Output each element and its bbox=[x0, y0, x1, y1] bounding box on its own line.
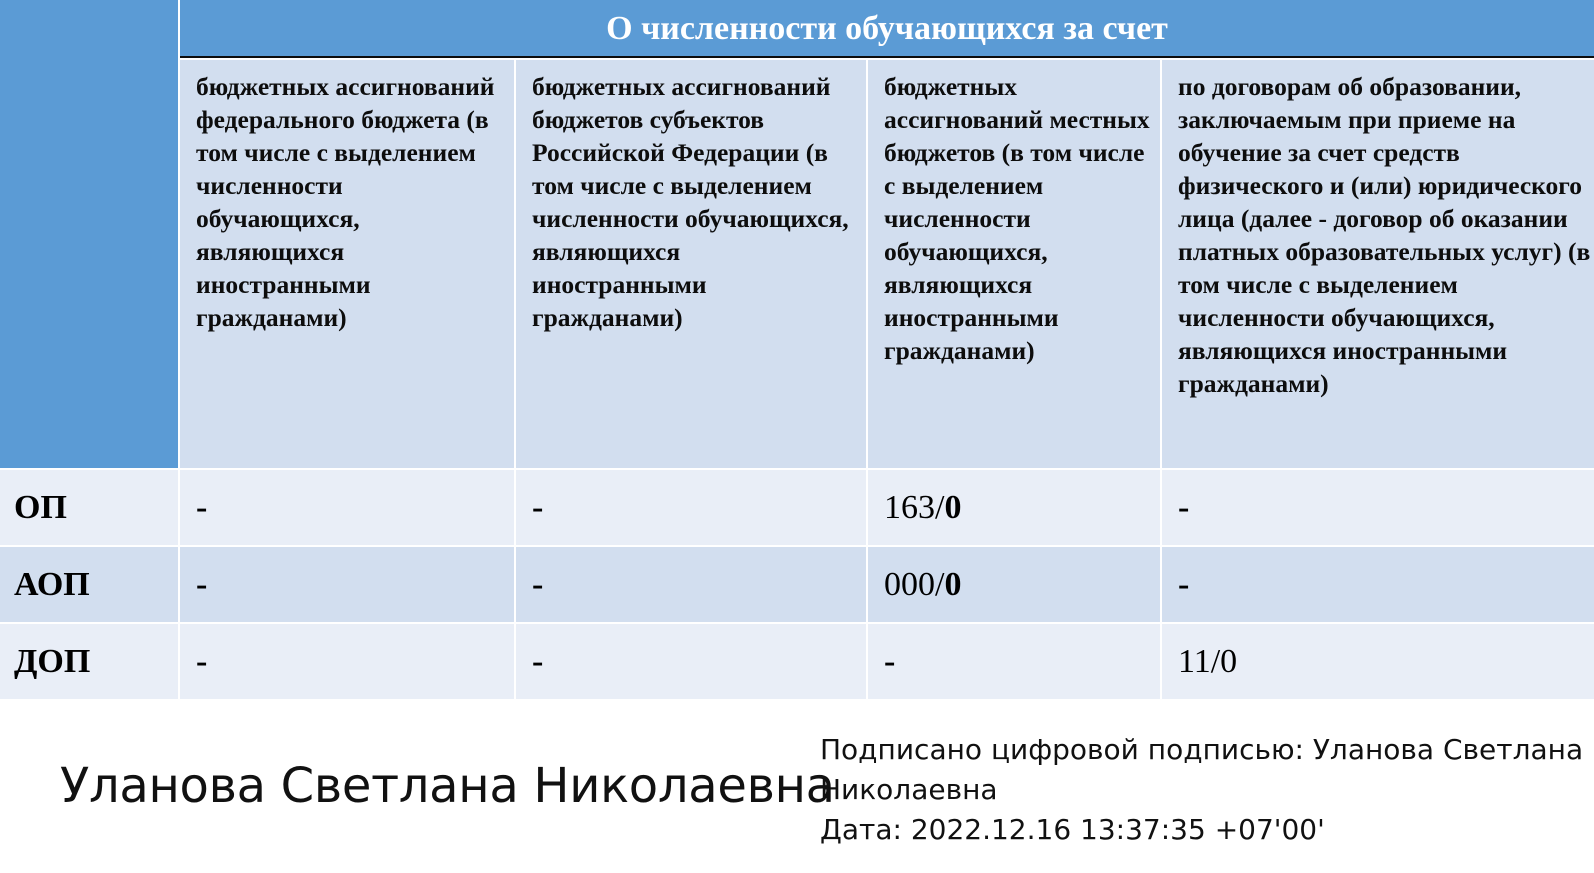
cell-value-bold: 0 bbox=[944, 488, 962, 526]
row-label-dop: ДОП bbox=[0, 624, 178, 699]
cell-value-bold: 0 bbox=[944, 565, 962, 603]
row-label-aop: АОП bbox=[0, 547, 178, 622]
signature-date: Дата: 2022.12.16 13:37:35 +07'00' bbox=[820, 813, 1325, 846]
table-cell bbox=[516, 470, 866, 545]
table-cell bbox=[868, 624, 1160, 699]
table-title: О численности обучающихся за счет bbox=[180, 0, 1594, 58]
cell-value: - bbox=[1178, 488, 1190, 526]
cell-value: - bbox=[196, 642, 208, 680]
cell-value: 163/ bbox=[884, 488, 945, 526]
cell-value: 000/ bbox=[884, 565, 945, 603]
table-corner-cell bbox=[0, 0, 178, 468]
row-label-op: ОП bbox=[0, 470, 178, 545]
table-cell bbox=[1162, 624, 1594, 699]
cell-value: - bbox=[1178, 565, 1190, 603]
table-cell bbox=[180, 624, 514, 699]
column-header-local-budget: бюджетных ассигнований местных бюджетов (в том числе с выделением численности обучающихся, являющихся иностранными гражданами) bbox=[868, 60, 1160, 468]
signature-signed-line-cont: Николаевна bbox=[820, 773, 998, 806]
signer-name: Уланова Светлана Николаевна bbox=[60, 758, 835, 814]
table-cell bbox=[868, 547, 1160, 622]
cell-value: - bbox=[532, 565, 544, 603]
column-header-federal-budget: бюджетных ассигнований федерального бюджета (в том числе с выделением численности обучающихся, являющихся иностранными гражданами) bbox=[180, 60, 514, 468]
cell-value: - bbox=[532, 642, 544, 680]
cell-value: - bbox=[884, 642, 896, 680]
cell-value: - bbox=[196, 565, 208, 603]
cell-value: - bbox=[196, 488, 208, 526]
table-cell bbox=[868, 470, 1160, 545]
column-header-regional-budget: бюджетных ассигнований бюджетов субъектов Российской Федерации (в том числе с выделением численности обучающихся, являющихся иностранными гражданами) bbox=[516, 60, 866, 468]
digital-signature-block bbox=[820, 730, 1590, 850]
signature-signed-line: Подписано цифровой подписью: Уланова Светлана bbox=[820, 733, 1584, 766]
table-cell bbox=[180, 547, 514, 622]
cell-value: 11/0 bbox=[1178, 642, 1238, 680]
cell-value: - bbox=[532, 488, 544, 526]
column-header-paid-contracts: по договорам об образовании, заключаемым при приеме на обучение за счет средств физического и (или) юридического лица (далее - договор об оказании платных образовательных услуг) (в том числе с выделением численности обучающихся, являющихся иностранными гражданами) bbox=[1162, 60, 1594, 468]
table-cell bbox=[516, 624, 866, 699]
table-cell bbox=[1162, 547, 1594, 622]
table-cell bbox=[1162, 470, 1594, 545]
table-cell bbox=[516, 547, 866, 622]
table-cell bbox=[180, 470, 514, 545]
